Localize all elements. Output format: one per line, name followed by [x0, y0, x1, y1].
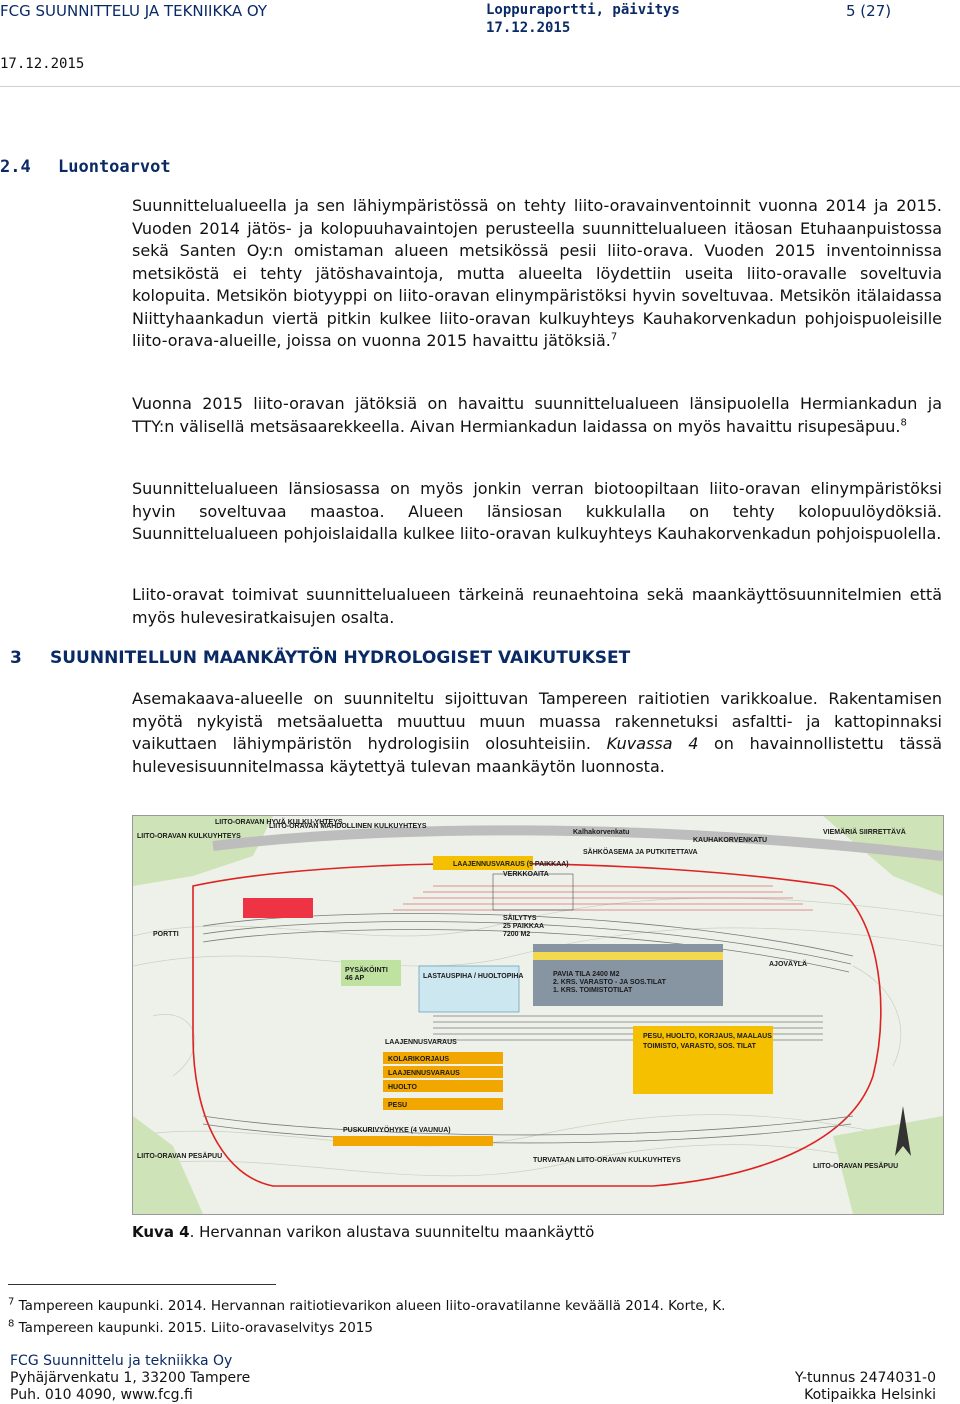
footer-address: Pyhäjärvenkatu 1, 33200 Tampere: [10, 1370, 251, 1386]
buffer-zone: [333, 1136, 493, 1146]
section-3-number: 3: [10, 648, 22, 668]
section-3-title: SUUNNITELLUN MAANKÄYTÖN HYDROLOGISET VAIKUTUKSET: [50, 648, 631, 668]
footer-ytunnus: Y-tunnus 2474031-0: [795, 1370, 936, 1386]
header-date-left: 17.12.2015: [0, 56, 85, 72]
svg-text:PYSÄKÖINTI: PYSÄKÖINTI: [345, 967, 388, 974]
svg-text:PESU: PESU: [388, 1102, 408, 1109]
paragraph-constraints: Liito-oravat toimivat suunnittelualueen tärkeinä reunaehtoina sekä maankäyttösuunnitelmien että myös hulevesiratkaisujen osalta.: [132, 585, 942, 627]
svg-text:LAAJENNUSVARAUS: LAAJENNUSVARAUS: [385, 1039, 457, 1046]
svg-text:1. KRS. TOIMISTOTILAT: 1. KRS. TOIMISTOTILAT: [553, 987, 633, 994]
footnote-7: $^7$ Tampereen kaupunki. 2014. Hervannan raitiotievarikon alueen liito-oravatilanne keväällä 2014. Korte, K.: [8, 1296, 726, 1314]
svg-text:AJOVÄYLÄ: AJOVÄYLÄ: [769, 961, 808, 968]
svg-text:SÄILYTYS: SÄILYTYS: [503, 915, 537, 922]
footer-company: FCG Suunnittelu ja tekniikka Oy: [10, 1353, 233, 1369]
svg-text:PESU, HUOLTO, KORJAUS, MAALAUS: PESU, HUOLTO, KORJAUS, MAALAUS: [643, 1033, 772, 1040]
svg-text:KAUHAKORVENKATU: KAUHAKORVENKATU: [693, 837, 768, 844]
section-title: Luontoarvot: [58, 157, 171, 177]
header-doc-title: Loppuraportti, päivitys: [486, 2, 680, 18]
footnote-divider: [8, 1284, 276, 1285]
svg-text:25 PAIKKAA: 25 PAIKKAA: [503, 923, 545, 930]
svg-text:VERKKOAITA: VERKKOAITA: [503, 871, 549, 878]
section-number: 2.4: [0, 157, 31, 177]
svg-text:LIITO-ORAVAN PESÄPUU: LIITO-ORAVAN PESÄPUU: [137, 1153, 223, 1160]
footnote-ref-8: 8: [900, 417, 907, 429]
footer-kotipaikka: Kotipaikka Helsinki: [804, 1387, 936, 1403]
svg-text:LIITO-ORAVAN PESÄPUU: LIITO-ORAVAN PESÄPUU: [813, 1163, 899, 1170]
site-plan-figure: [132, 815, 944, 1215]
svg-text:TURVATAAN LIITO-ORAVAN KULKUYH: TURVATAAN LIITO-ORAVAN KULKUYHTEYS: [533, 1157, 681, 1164]
svg-text:LIITO-ORAVAN KULKUYHTEYS: LIITO-ORAVAN KULKUYHTEYS: [137, 833, 241, 840]
svg-text:LAAJENNUSVARAUS (9 PAIKKAA): LAAJENNUSVARAUS (9 PAIKKAA): [453, 861, 569, 868]
red-zone: [243, 898, 313, 918]
header-divider: [0, 86, 960, 87]
paragraph-land-use: Asemakaava-alueelle on suunniteltu sijoittuvan Tampereen raitiotien varikkoalue. Rakentamisen myötä nykyistä metsäaluetta muuttuu muun muassa rakennetuksi asfaltti- ja kattopinnaksi vaikuttaen lähiympäristön hydrologisiin olosuhteisiin. Kuvassa 4 on havainnollistettu tässä hulevesisuunnitelmassa käytettyä tulevan maankäytön luonnosta.: [132, 689, 942, 776]
svg-text:PORTTI: PORTTI: [153, 931, 179, 938]
footnote-8: $^8$ Tampereen kaupunki. 2015. Liito-oravaselvitys 2015: [8, 1318, 373, 1336]
svg-text:46 AP: 46 AP: [345, 975, 365, 982]
paragraph-west-habitat: Suunnittelualueen länsiosassa on myös jonkin verran biotoopiltaan liito-oravan elinympäristöksi hyvin soveltuvaa maastoa. Alueen länsiosan kukkulalla on tehty kolopuulöydöksiä. Suunnittelualueen pohjoislaidalla kulkee liito-oravan kulkuyhteys Kauhakorvenkadun pohjoispuolella.: [132, 479, 942, 543]
svg-text:LIITO-ORAVAN HYVÄ KULKU-YHTEYS: LIITO-ORAVAN HYVÄ KULKU-YHTEYS: [215, 819, 343, 826]
svg-text:TOIMISTO, VARASTO, SOS. TILAT: TOIMISTO, VARASTO, SOS. TILAT: [643, 1043, 756, 1050]
header-company: FCG SUUNNITTELU JA TEKNIIKKA OY: [0, 2, 268, 20]
svg-text:KOLARIKORJAUS: KOLARIKORJAUS: [388, 1056, 450, 1063]
svg-text:7200 M2: 7200 M2: [503, 931, 531, 938]
header-doc-date: 17.12.2015: [486, 20, 571, 36]
paragraph-liito-orava-inventory: Suunnittelualueella ja sen lähiympäristössä on tehty liito-oravainventoinnit vuonna 2014 ja 2015. Vuoden 2014 jätös- ja kolopuuhavaintojen perusteella suunnittelualueen itäosan Etuhaanpuistossa sekä Santen Oy:n omistaman alueen metsikössä pesii liito-orava. Vuoden 2015 inventoinnissa metsiköstä ei tehty jätöshavaintoja, mutta alueelta löydettiin useita liito-oravalle soveltuvia kolopuita. Metsikön biotyyppi on liito-oravan elinympäristöksi hyvin soveltuvaa. Metsikön itälaidassa Niittyhaankadun viertä pitkin kulkee liito-oravan kulkuyhteys Kauhakorvenkadun pohjoispuoleisille liito-orava-alueille, joissa on vuonna 2015 havaittu jätöksiä.$^7$: [132, 196, 942, 350]
svg-text:Kalhakorvenkatu: Kalhakorvenkatu: [573, 829, 630, 836]
footer-phone: Puh. 010 4090, www.fcg.fi: [10, 1387, 193, 1403]
svg-text:LAAJENNUSVARAUS: LAAJENNUSVARAUS: [388, 1070, 460, 1077]
figure-reference: Kuvassa 4: [606, 734, 699, 753]
svg-text:PUSKURIVYÖHYKE (4 VAUNUA): PUSKURIVYÖHYKE (4 VAUNUA): [343, 1127, 451, 1134]
site-plan-drawing: [133, 816, 943, 1214]
svg-text:PAVIA TILA 2400 M2: PAVIA TILA 2400 M2: [553, 971, 620, 978]
svg-text:LIITO-ORAVAN MAHDOLLINEN KULKU: LIITO-ORAVAN MAHDOLLINEN KULKUYHTEYS: [269, 823, 427, 830]
footnote-ref-7: 7: [610, 331, 618, 343]
svg-text:2. KRS. VARASTO - JA SOS.TILAT: 2. KRS. VARASTO - JA SOS.TILAT: [553, 979, 666, 986]
svg-text:VIEMÄRIÄ SIIRRETTÄVÄ: VIEMÄRIÄ SIIRRETTÄVÄ: [823, 829, 906, 836]
svg-text:SÄHKÖASEMA JA PUTKITETTAVA: SÄHKÖASEMA JA PUTKITETTAVA: [583, 849, 698, 856]
header-page-number: 5 (27): [846, 2, 892, 20]
svg-text:HUOLTO: HUOLTO: [388, 1084, 417, 1091]
svg-text:LASTAUSPIHA / HUOLTOPIHA: LASTAUSPIHA / HUOLTOPIHA: [423, 973, 524, 980]
figure-caption: Kuva 4. Hervannan varikon alustava suunniteltu maankäyttö: [132, 1223, 595, 1241]
paragraph-west-observations: Vuonna 2015 liito-oravan jätöksiä on havaittu suunnittelualueen länsipuolella Hermiankadun ja TTY:n välisellä metsäsaarekkeella. Aivan Hermiankadun laidassa on myös havaittu risupesäpuu.$^8$: [132, 394, 942, 436]
